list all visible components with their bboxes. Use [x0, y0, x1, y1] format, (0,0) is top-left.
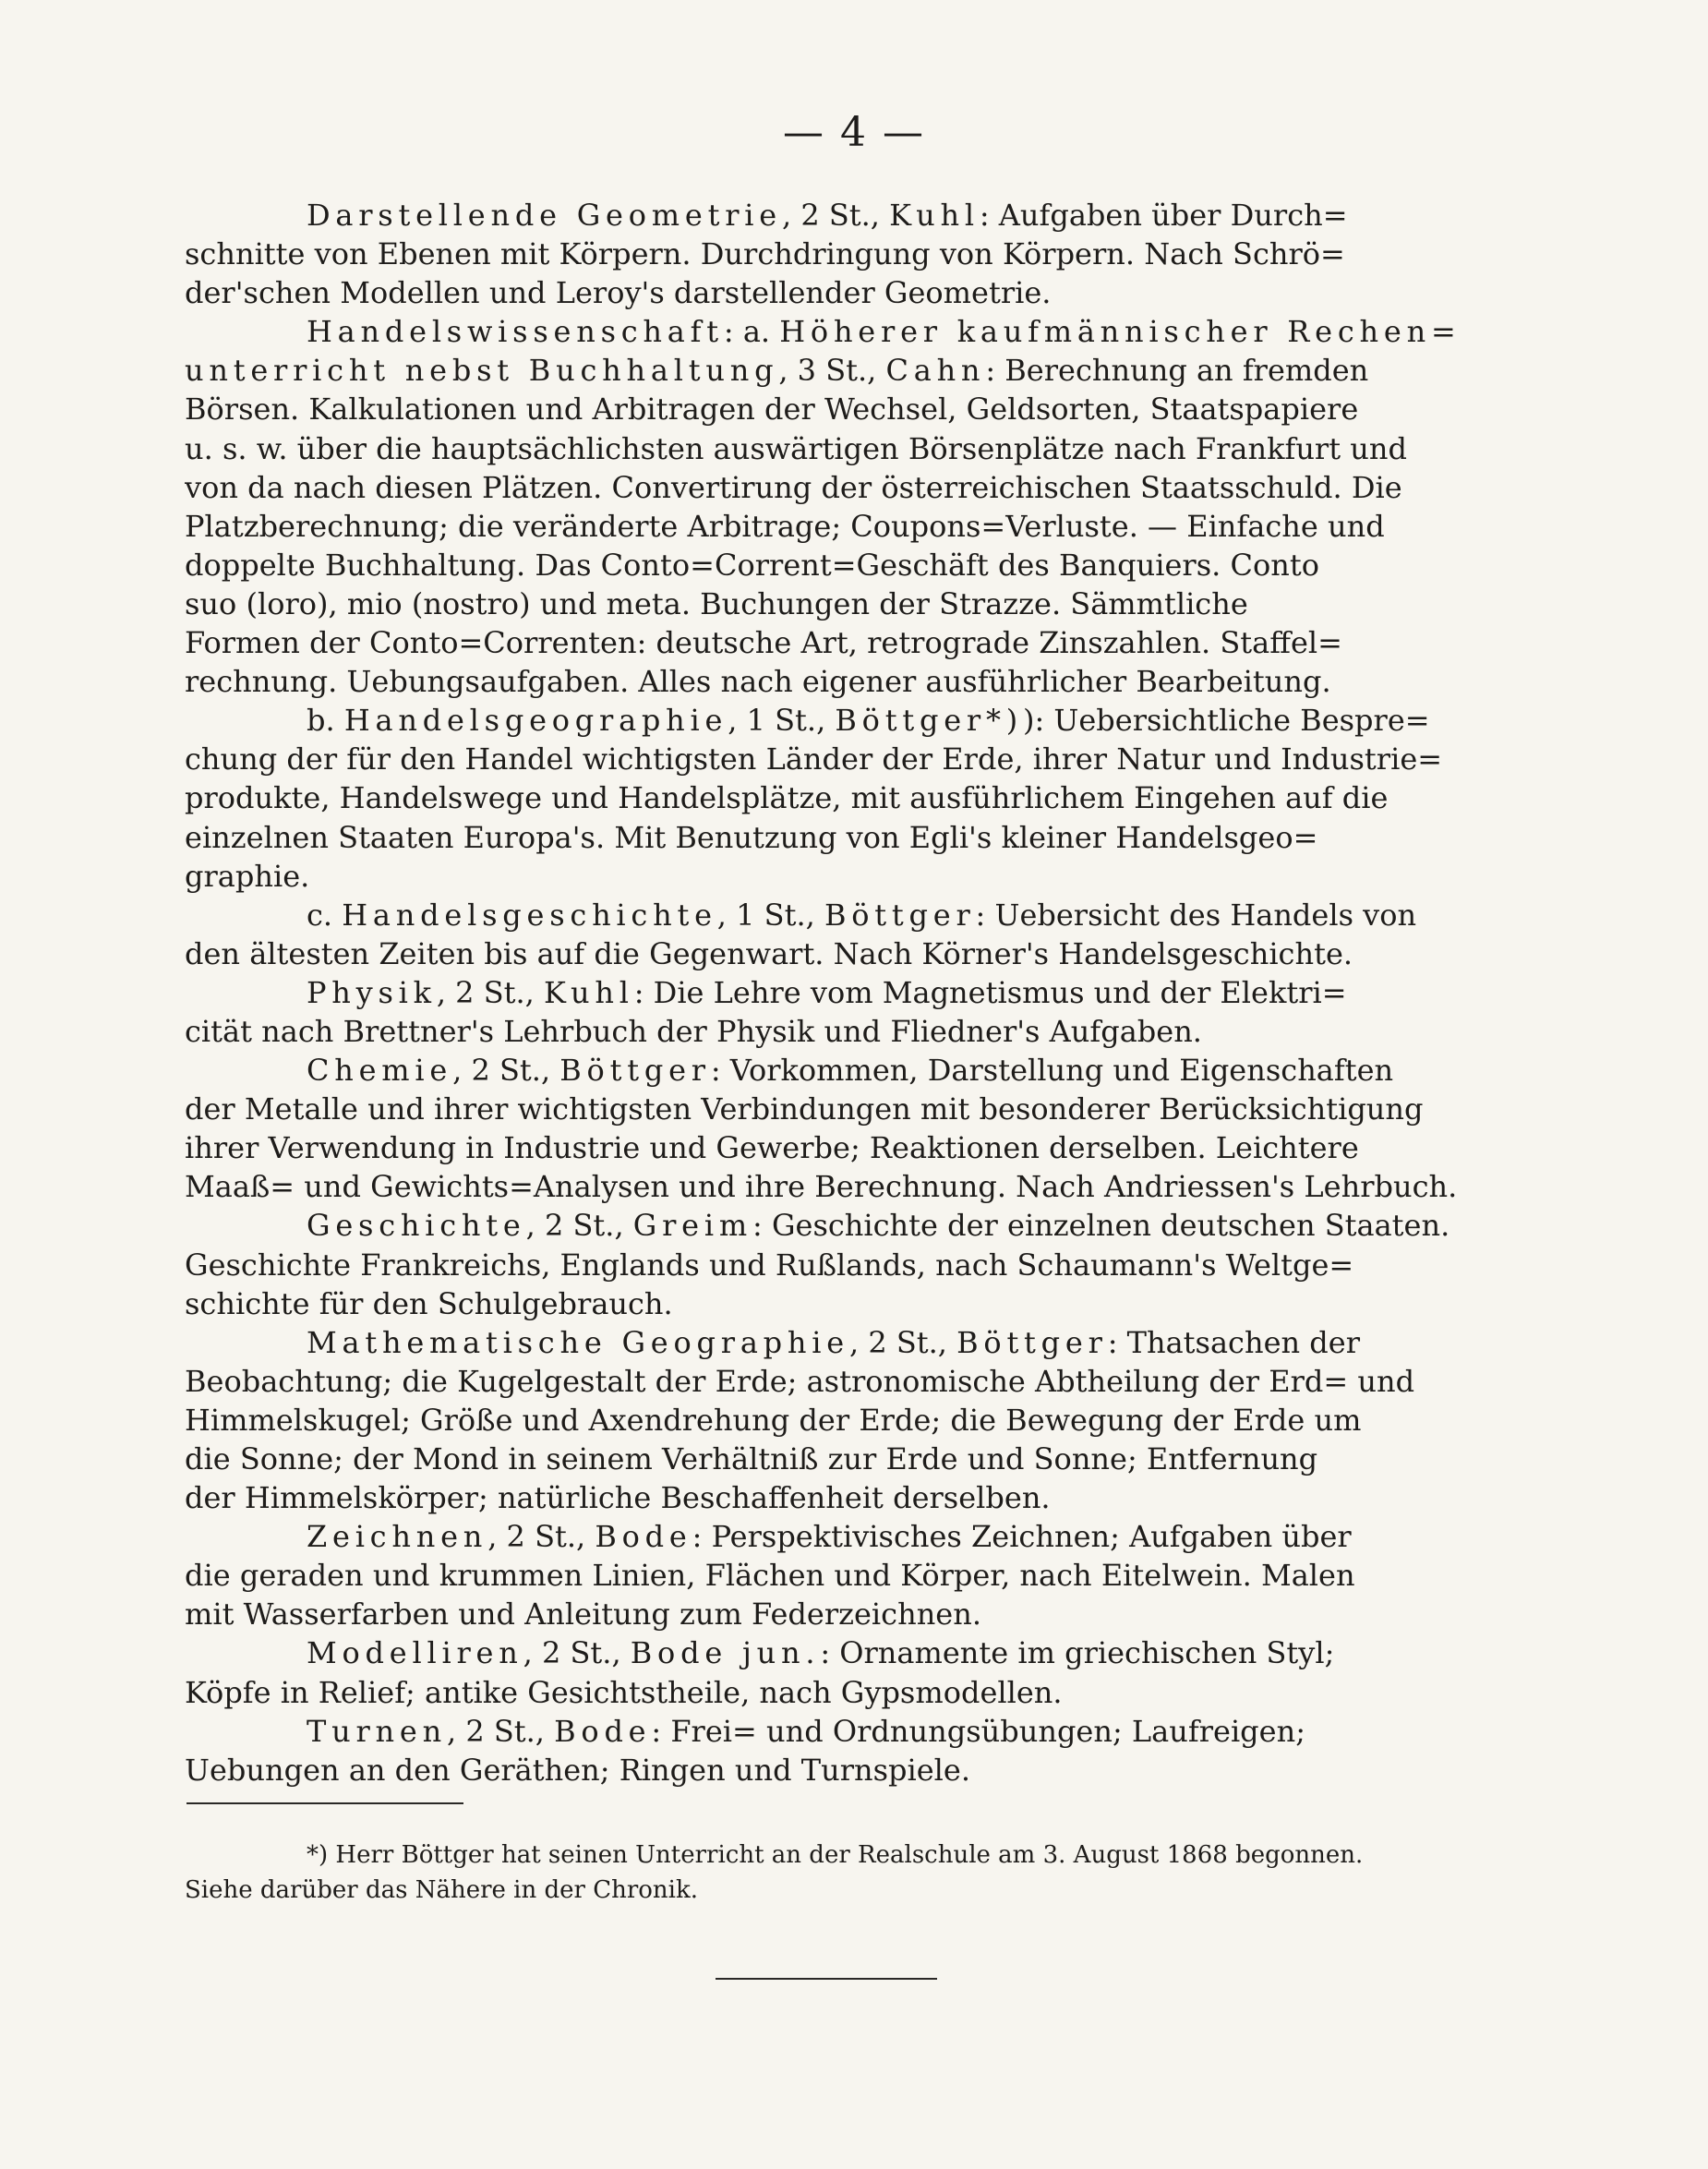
text-line: der'schen Modellen und Leroy's darstellender Geometrie. [185, 275, 1052, 311]
text-line: schnitte von Ebenen mit Körpern. Durchdringung von Körpern. Nach Schrö= [185, 236, 1345, 272]
text-line: die Sonne; der Mond in seinem Verhältniß zur Erde und Sonne; Entfernung [185, 1441, 1318, 1476]
teacher-name: Böttger [824, 897, 976, 933]
text-run: , 1 St., [728, 703, 836, 739]
text-run: : Ornamente im griechischen Styl; [820, 1635, 1335, 1671]
text-line [185, 701, 1505, 740]
text-run: : Aufgaben über Durch= [979, 198, 1348, 233]
text-line [185, 1633, 1505, 1672]
text-line [185, 351, 1505, 390]
text-line: Himmelskugel; Größe und Axendrehung der Erde; die Bewegung der Erde um [185, 1402, 1362, 1438]
text-line [185, 1206, 1505, 1245]
text-run: : Vorkommen, Darstellung und Eigenschaften [710, 1053, 1394, 1089]
text-line: ihrer Verwendung in Industrie und Gewerbe; Reaktionen derselben. Leichtere [185, 1130, 1359, 1166]
text-line [185, 1051, 1505, 1090]
text-run: : Frei= und Ordnungsübungen; Laufreigen; [651, 1713, 1305, 1749]
subject-heading: Handelsgeographie [343, 703, 728, 739]
text-line: einzelnen Staaten Europa's. Mit Benutzung von Egli's kleiner Handelsgeo= [185, 819, 1318, 855]
text-run: , 2 St., [452, 1053, 560, 1089]
text-line: der Himmelskörper; natürliche Beschaffenheit derselben. [185, 1480, 1051, 1516]
text-line: von da nach diesen Plätzen. Convertirung der österreichischen Staatsschuld. Die [185, 469, 1402, 505]
page-number: — 4 — [783, 109, 925, 156]
footnote-divider [186, 1802, 463, 1804]
text-line: suo (loro), mio (nostro) und meta. Buchungen der Strazze. Sämmtliche [185, 585, 1248, 621]
text-line [185, 1712, 1505, 1751]
teacher-name: Kuhl [889, 198, 980, 233]
text-line: schichte für den Schulgebrauch. [185, 1285, 673, 1321]
subject-heading: Höherer kaufmännischer Rechen= [779, 314, 1461, 350]
text-run: , 2 St., [525, 1208, 633, 1244]
text-line [185, 1517, 1505, 1556]
closing-rule [716, 1978, 937, 1980]
text-line [185, 973, 1505, 1012]
text-line: Uebungen an den Geräthen; Ringen und Turnspiele. [185, 1752, 971, 1788]
text-run: : Berechnung an fremden [985, 353, 1369, 389]
text-run: , 2 St., [781, 198, 890, 233]
text-run: , 2 St., [446, 1713, 555, 1749]
text-run: : Thatsachen der [1107, 1324, 1360, 1360]
subject-heading: Zeichnen [307, 1519, 488, 1555]
text-line: produkte, Handelswege und Handelsplätze, mit ausführlichem Eingehen auf die [185, 780, 1389, 816]
text-run: , 2 St., [523, 1635, 631, 1671]
text-line: Börsen. Kalkulationen und Arbitragen der Wechsel, Geldsorten, Staatspapiere [185, 392, 1359, 428]
teacher-name: Böttger*) [835, 703, 1023, 739]
text-line: u. s. w. über die hauptsächlichsten auswärtigen Börsenplätze nach Frankfurt und [185, 430, 1407, 466]
text-line: Geschichte Frankreichs, Englands und Rußlands, nach Schaumann's Weltge= [185, 1247, 1354, 1283]
teacher-name: Kuhl [544, 974, 634, 1010]
text-line: doppelte Buchhaltung. Das Conto=Corrent=Geschäft des Banquiers. Conto [185, 547, 1319, 583]
subject-heading: Handelsgeschichte [342, 897, 717, 933]
text-run: , 1 St., [716, 897, 824, 933]
teacher-name: Böttger [956, 1324, 1108, 1360]
subject-heading: Chemie [307, 1053, 453, 1089]
text-line: chung der für den Handel wichtigsten Länder der Erde, ihrer Natur und Industrie= [185, 741, 1443, 777]
teacher-name: Bode [554, 1713, 652, 1749]
subject-heading: Darstellende Geometrie [307, 198, 782, 233]
text-line: rechnung. Uebungsaufgaben. Alles nach eigener ausführlicher Bearbeitung. [185, 664, 1331, 700]
teacher-name: Bode [595, 1519, 692, 1555]
text-line [185, 312, 1505, 351]
text-run: b. [307, 703, 344, 739]
text-run: c. [307, 897, 343, 933]
text-run: , 3 St., [778, 353, 886, 389]
text-line [185, 196, 1505, 235]
text-line: Beobachtung; die Kugelgestalt der Erde; astronomische Abtheilung der Erd= und [185, 1363, 1415, 1399]
text-line: die geraden und krummen Linien, Flächen und Körper, nach Eitelwein. Malen [185, 1558, 1355, 1594]
footnote-line: *) Herr Böttger hat seinen Unterricht an der Realschule am 3. August 1868 begonnen. [307, 1841, 1364, 1869]
text-run: : Die Lehre vom Magnetismus und der Elektri= [633, 974, 1347, 1010]
text-line: Formen der Conto=Correnten: deutsche Art, retrograde Zinszahlen. Staffel= [185, 625, 1342, 661]
subject-heading: unterricht nebst Buchhaltung [185, 353, 779, 389]
text-run: : Geschichte der einzelnen deutschen Staaten. [752, 1208, 1450, 1244]
text-line: den ältesten Zeiten bis auf die Gegenwart. Nach Körner's Handelsgeschichte. [185, 935, 1353, 971]
footnote-line: Siehe darüber das Nähere in der Chronik. [185, 1876, 699, 1904]
text-run: : a. [723, 314, 780, 350]
text-run: : Uebersicht des Handels von [975, 897, 1417, 933]
teacher-name: Greim [632, 1208, 752, 1244]
footnote [185, 1838, 1505, 1908]
subject-heading: Handelswissenschaft [307, 314, 724, 350]
teacher-name: Böttger [559, 1053, 711, 1089]
subject-heading: Geschichte [307, 1208, 526, 1244]
text-line: cität nach Brettner's Lehrbuch der Physik und Fliedner's Aufgaben. [185, 1013, 1202, 1049]
subject-heading: Physik [307, 974, 437, 1010]
teacher-name: Bode jun. [630, 1635, 821, 1671]
text-line: Köpfe in Relief; antike Gesichtstheile, nach Gypsmodellen. [185, 1674, 1063, 1710]
body-text [185, 196, 1505, 1789]
text-line: der Metalle und ihrer wichtigsten Verbindungen mit besonderer Berücksichtigung [185, 1091, 1424, 1127]
text-line: Platzberechnung; die veränderte Arbitrage; Coupons=Verluste. — Einfache und [185, 508, 1385, 544]
text-line [185, 1323, 1505, 1362]
text-run: : Perspektivisches Zeichnen; Aufgaben über [692, 1519, 1352, 1555]
text-run: , 2 St., [487, 1519, 595, 1555]
text-run: , 2 St., [436, 974, 544, 1010]
text-line: graphie. [185, 858, 310, 894]
text-run: , 2 St., [848, 1324, 957, 1360]
text-line: Maaß= und Gewichts=Analysen und ihre Berechnung. Nach Andriessen's Lehrbuch. [185, 1169, 1458, 1205]
subject-heading: Mathematische Geographie [307, 1324, 849, 1360]
subject-heading: Turnen [307, 1713, 447, 1749]
teacher-name: Cahn [885, 353, 986, 389]
text-run: ): Uebersichtliche Bespre= [1022, 703, 1430, 739]
subject-heading: Modelliren [307, 1635, 523, 1671]
text-line [185, 896, 1505, 934]
text-line: mit Wasserfarben und Anleitung zum Federzeichnen. [185, 1597, 982, 1633]
